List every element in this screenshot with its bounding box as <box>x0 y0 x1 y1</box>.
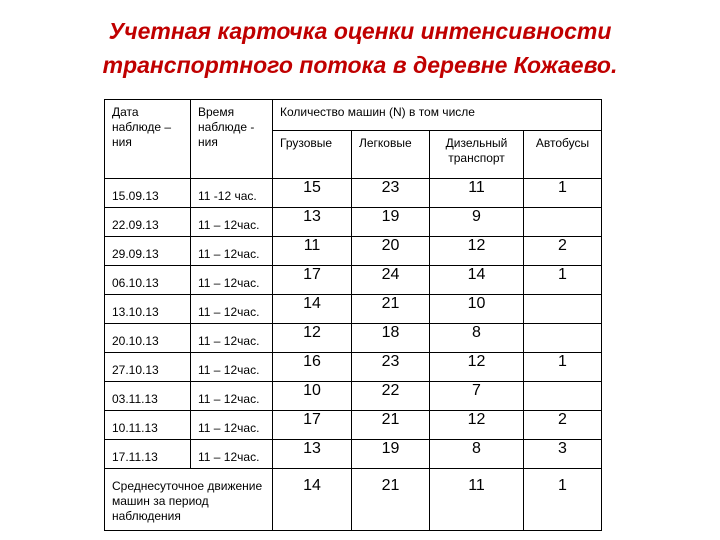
buses-cell <box>524 382 602 411</box>
table-row <box>105 324 602 353</box>
summary-label: Среднесуточное движение машин за период наблюдения <box>105 469 273 531</box>
diesel-cell: 12 <box>430 353 524 382</box>
summary-trucks: 14 <box>273 469 352 531</box>
diesel-cell: 11 <box>430 179 524 208</box>
header-date: Дата наблюде – ния <box>105 100 191 179</box>
diesel-cell: 10 <box>430 295 524 324</box>
summary-buses: 1 <box>524 469 602 531</box>
trucks-cell: 16 <box>273 353 352 382</box>
header-diesel: Дизельный транспорт <box>430 131 524 179</box>
time-cell: 11 – 12час. <box>191 295 273 324</box>
date-cell: 10.11.13 <box>105 411 191 440</box>
summary-cars: 21 <box>352 469 430 531</box>
cars-cell: 23 <box>352 179 430 208</box>
header-row-1 <box>105 100 602 131</box>
diesel-cell: 8 <box>430 324 524 353</box>
trucks-cell: 17 <box>273 266 352 295</box>
buses-cell: 2 <box>524 411 602 440</box>
buses-cell <box>524 295 602 324</box>
buses-cell <box>524 208 602 237</box>
diesel-cell: 12 <box>430 411 524 440</box>
header-count-group: Количество машин (N) в том числе <box>273 100 602 131</box>
date-cell: 03.11.13 <box>105 382 191 411</box>
date-cell: 15.09.13 <box>105 179 191 208</box>
buses-cell: 2 <box>524 237 602 266</box>
trucks-cell: 15 <box>273 179 352 208</box>
cars-cell: 19 <box>352 208 430 237</box>
cars-cell: 19 <box>352 440 430 469</box>
diesel-cell: 7 <box>430 382 524 411</box>
date-cell: 22.09.13 <box>105 208 191 237</box>
time-cell: 11 – 12час. <box>191 266 273 295</box>
date-cell: 20.10.13 <box>105 324 191 353</box>
time-cell: 11 – 12час. <box>191 353 273 382</box>
trucks-cell: 12 <box>273 324 352 353</box>
trucks-cell: 13 <box>273 440 352 469</box>
trucks-cell: 17 <box>273 411 352 440</box>
table-row <box>105 440 602 469</box>
summary-row <box>105 469 602 531</box>
time-cell: 11 – 12час. <box>191 324 273 353</box>
cars-cell: 23 <box>352 353 430 382</box>
time-cell: 11 – 12час. <box>191 237 273 266</box>
diesel-cell: 12 <box>430 237 524 266</box>
header-trucks: Грузовые <box>273 131 352 179</box>
date-cell: 06.10.13 <box>105 266 191 295</box>
table-row <box>105 353 602 382</box>
summary-diesel: 11 <box>430 469 524 531</box>
table-row <box>105 295 602 324</box>
buses-cell: 3 <box>524 440 602 469</box>
diesel-cell: 8 <box>430 440 524 469</box>
title-line-1: Учетная карточка оценки интенсивности <box>108 18 612 44</box>
table-row <box>105 266 602 295</box>
cars-cell: 24 <box>352 266 430 295</box>
header-time: Время наблюде - ния <box>191 100 273 179</box>
date-cell: 13.10.13 <box>105 295 191 324</box>
table-row <box>105 411 602 440</box>
date-cell: 17.11.13 <box>105 440 191 469</box>
cars-cell: 21 <box>352 411 430 440</box>
table-row <box>105 382 602 411</box>
diesel-cell: 9 <box>430 208 524 237</box>
table-row <box>105 179 602 208</box>
header-buses: Автобусы <box>524 131 602 179</box>
cars-cell: 21 <box>352 295 430 324</box>
buses-cell <box>524 324 602 353</box>
time-cell: 11 -12 час. <box>191 179 273 208</box>
table-row <box>105 237 602 266</box>
time-cell: 11 – 12час. <box>191 440 273 469</box>
date-cell: 27.10.13 <box>105 353 191 382</box>
trucks-cell: 13 <box>273 208 352 237</box>
time-cell: 11 – 12час. <box>191 208 273 237</box>
time-cell: 11 – 12час. <box>191 382 273 411</box>
trucks-cell: 11 <box>273 237 352 266</box>
page-title <box>0 14 720 82</box>
title-line-2: транспортного потока в деревне Кожаево. <box>102 52 618 78</box>
table-row <box>105 208 602 237</box>
buses-cell: 1 <box>524 353 602 382</box>
buses-cell: 1 <box>524 179 602 208</box>
buses-cell: 1 <box>524 266 602 295</box>
cars-cell: 22 <box>352 382 430 411</box>
header-cars: Легковые <box>352 131 430 179</box>
trucks-cell: 14 <box>273 295 352 324</box>
time-cell: 11 – 12час. <box>191 411 273 440</box>
date-cell: 29.09.13 <box>105 237 191 266</box>
trucks-cell: 10 <box>273 382 352 411</box>
traffic-table <box>104 99 602 531</box>
cars-cell: 20 <box>352 237 430 266</box>
diesel-cell: 14 <box>430 266 524 295</box>
cars-cell: 18 <box>352 324 430 353</box>
